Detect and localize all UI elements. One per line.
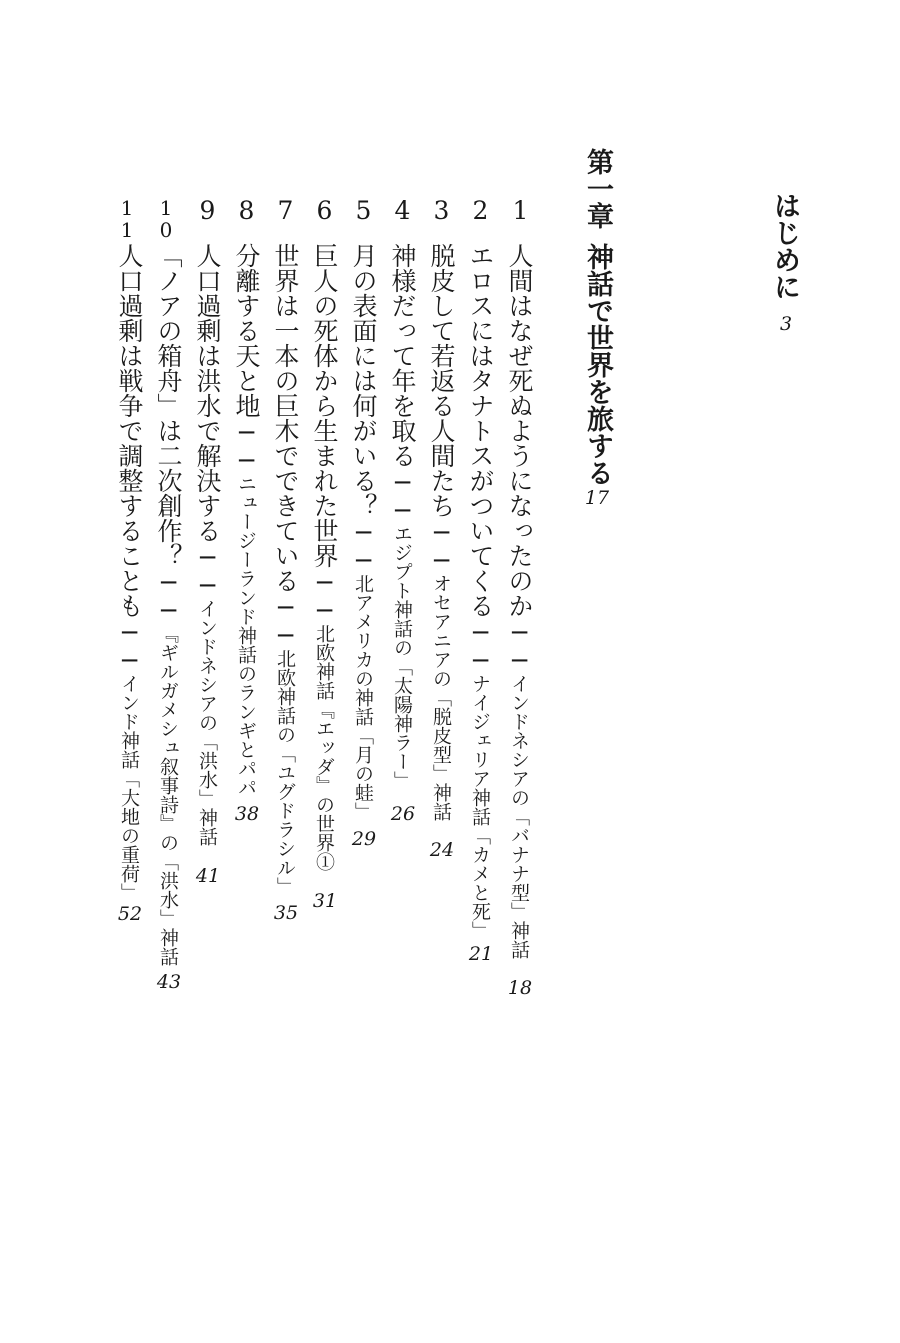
- entry-title: 世界は一本の巨木でできている: [271, 243, 300, 593]
- chapter-label: 第一章: [582, 148, 613, 229]
- entry-number: 1: [506, 196, 535, 225]
- entry-page-number: 24: [429, 839, 455, 861]
- toc-entry: [390, 243, 415, 790]
- entry-title: 人間はなぜ死ぬようになったのか: [505, 243, 534, 618]
- entry-number: 9: [193, 196, 222, 225]
- entry-number: 8: [232, 196, 261, 225]
- dash-separator: ──: [115, 618, 144, 674]
- entry-number: 3: [427, 196, 456, 225]
- toc-entry: [117, 243, 142, 902]
- entry-page-number: 18: [507, 977, 533, 999]
- chapter-page-number: 17: [584, 487, 610, 509]
- toc-entry: [195, 243, 220, 846]
- dash-separator: ──: [466, 618, 495, 674]
- entry-subtitle: ニュージーランド神話のランギとパパ: [235, 474, 257, 797]
- toc-entry: [234, 243, 259, 797]
- dash-separator: ──: [310, 568, 339, 624]
- entry-subtitle: インドネシアの「洪水」神話: [196, 599, 218, 846]
- entry-number: 6: [310, 196, 339, 225]
- toc-entry: [273, 243, 298, 896]
- entry-title: 巨人の死体から生まれた世界: [310, 243, 339, 568]
- entry-title: 脱皮して若返る人間たち: [427, 243, 456, 518]
- dash-separator: ──: [505, 618, 534, 674]
- intro-title: はじめに: [769, 192, 800, 300]
- dash-separator: ──: [232, 418, 261, 474]
- dash-separator: ──: [154, 568, 183, 624]
- entry-number: 7: [271, 196, 300, 225]
- entry-subtitle: 『ギルガメシュ叙事詩』の「洪水」神話: [157, 624, 179, 966]
- dash-separator: ──: [427, 518, 456, 574]
- toc-entry: [156, 243, 181, 966]
- toc-entry: [312, 243, 337, 871]
- intro-page-number: 3: [779, 313, 793, 335]
- entry-number: 10: [154, 196, 178, 240]
- toc-entry: [507, 243, 532, 959]
- entry-page-number: 43: [156, 971, 182, 993]
- entry-title: 分離する天と地: [232, 243, 261, 418]
- entry-number: 2: [466, 196, 495, 225]
- entry-page-number: 21: [468, 943, 494, 965]
- entry-page-number: 29: [351, 828, 377, 850]
- entry-title: 月の表面には何がいる？: [349, 243, 378, 518]
- entry-page-number: 31: [312, 890, 338, 912]
- dash-separator: ──: [349, 518, 378, 574]
- dash-separator: ──: [193, 543, 222, 599]
- entry-page-number: 26: [390, 803, 416, 825]
- entry-subtitle: エジプト神話の「太陽神ラー」: [391, 524, 413, 790]
- entry-number: 11: [115, 196, 139, 240]
- toc-entry: [468, 243, 493, 940]
- toc-entry: [351, 243, 376, 821]
- entry-subtitle: ナイジェリア神話「カメと死」: [469, 674, 491, 940]
- entry-subtitle: 北アメリカの神話「月の蛙」: [352, 574, 374, 821]
- entry-number: 4: [388, 196, 417, 225]
- entry-title: 「ノアの箱舟」は二次創作？: [154, 243, 183, 568]
- entry-page-number: 41: [195, 865, 221, 887]
- entry-number: 5: [349, 196, 378, 225]
- entry-subtitle: オセアニアの「脱皮型」神話: [430, 574, 452, 821]
- entry-title: 神様だって年を取る: [388, 243, 417, 468]
- entry-subtitle: 北欧神話『エッダ』の世界①: [313, 624, 335, 871]
- dash-separator: ──: [271, 593, 300, 649]
- entry-title: 人口過剰は戦争で調整することも: [115, 243, 144, 618]
- dash-separator: ──: [388, 468, 417, 524]
- chapter-title: 神話で世界を旅する: [582, 243, 613, 486]
- entry-page-number: 52: [117, 903, 143, 925]
- entry-title: 人口過剰は洪水で解決する: [193, 243, 222, 543]
- entry-page-number: 38: [234, 803, 260, 825]
- entry-subtitle: インド神話「大地の重荷」: [118, 674, 140, 902]
- entry-subtitle: 北欧神話の「ユグドラシル」: [274, 649, 296, 896]
- entry-subtitle: インドネシアの「バナナ型」神話: [508, 674, 530, 959]
- entry-title: エロスにはタナトスがついてくる: [466, 243, 495, 618]
- toc-entry: [429, 243, 454, 821]
- entry-page-number: 35: [273, 902, 299, 924]
